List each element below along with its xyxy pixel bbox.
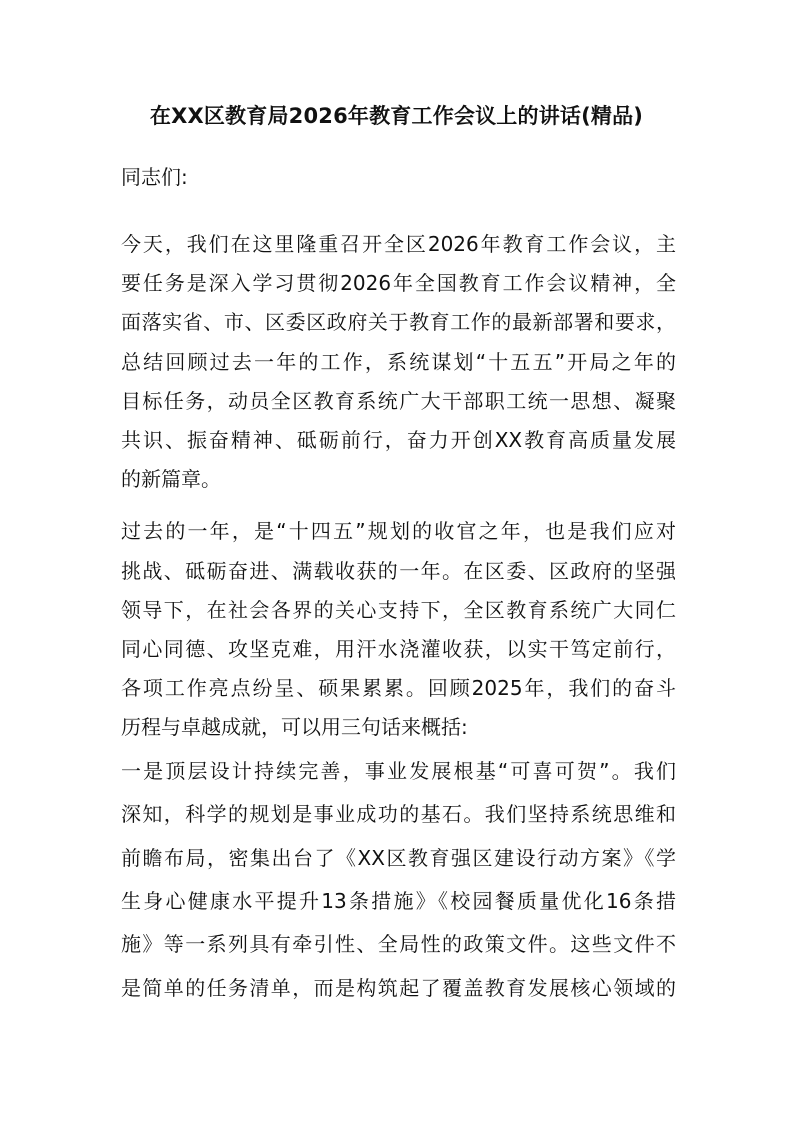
paragraph-line: 共识、振奋精神、砥砺前行，奋力开创XX教育高质量发展: [121, 428, 676, 452]
paragraph-line: 各项工作亮点纷呈、硕果累累。回顾2025年，我们的奋斗: [121, 676, 676, 700]
paragraph-line: 过去的一年，是“十四五”规划的收官之年，也是我们应对: [121, 519, 676, 543]
paragraph-line: 要任务是深入学习贯彻2026年全国教育工作会议精神，全: [121, 271, 676, 295]
paragraph-line: 领导下，在社会各界的关心支持下，全区教育系统广大同仁: [121, 598, 676, 622]
paragraph-line: 是简单的任务清单，而是构筑起了覆盖教育发展核心领域的: [121, 976, 676, 1000]
paragraph-line: 今天，我们在这里隆重召开全区2026年教育工作会议，主: [121, 232, 676, 256]
paragraph-line: 挑战、砥砺奋进、满载收获的一年。在区委、区政府的坚强: [121, 559, 676, 583]
document-title: 在XX区教育局2026年教育工作会议上的讲话(精品): [149, 104, 644, 128]
paragraph-line: 一是顶层设计持续完善，事业发展根基“可喜可贺”。我们: [121, 759, 676, 783]
paragraph-line: 目标任务，动员全区教育系统广大干部职工统一思想、凝聚: [121, 389, 676, 413]
paragraph-line: 前瞻布局，密集出台了《XX区教育强区建设行动方案》《学: [121, 846, 676, 870]
paragraph-line: 总结回顾过去一年的工作，系统谋划“十五五”开局之年的: [121, 350, 676, 374]
paragraph-line: 生身心健康水平提升13条措施》《校园餐质量优化16条措: [121, 889, 676, 913]
paragraph-line: 施》等一系列具有牵引性、全局性的政策文件。这些文件不: [121, 932, 676, 956]
paragraph-line: 历程与卓越成就，可以用三句话来概括:: [121, 715, 468, 739]
paragraph-line: 同心同德、攻坚克难，用汗水浇灌收获，以实干笃定前行，: [121, 637, 676, 661]
paragraph-line: 深知，科学的规划是事业成功的基石。我们坚持系统思维和: [121, 802, 676, 826]
paragraph-line: 面落实省、市、区委区政府关于教育工作的最新部署和要求，: [121, 310, 676, 334]
salutation: 同志们:: [121, 165, 188, 189]
paragraph-line: 的新篇章。: [121, 467, 221, 491]
